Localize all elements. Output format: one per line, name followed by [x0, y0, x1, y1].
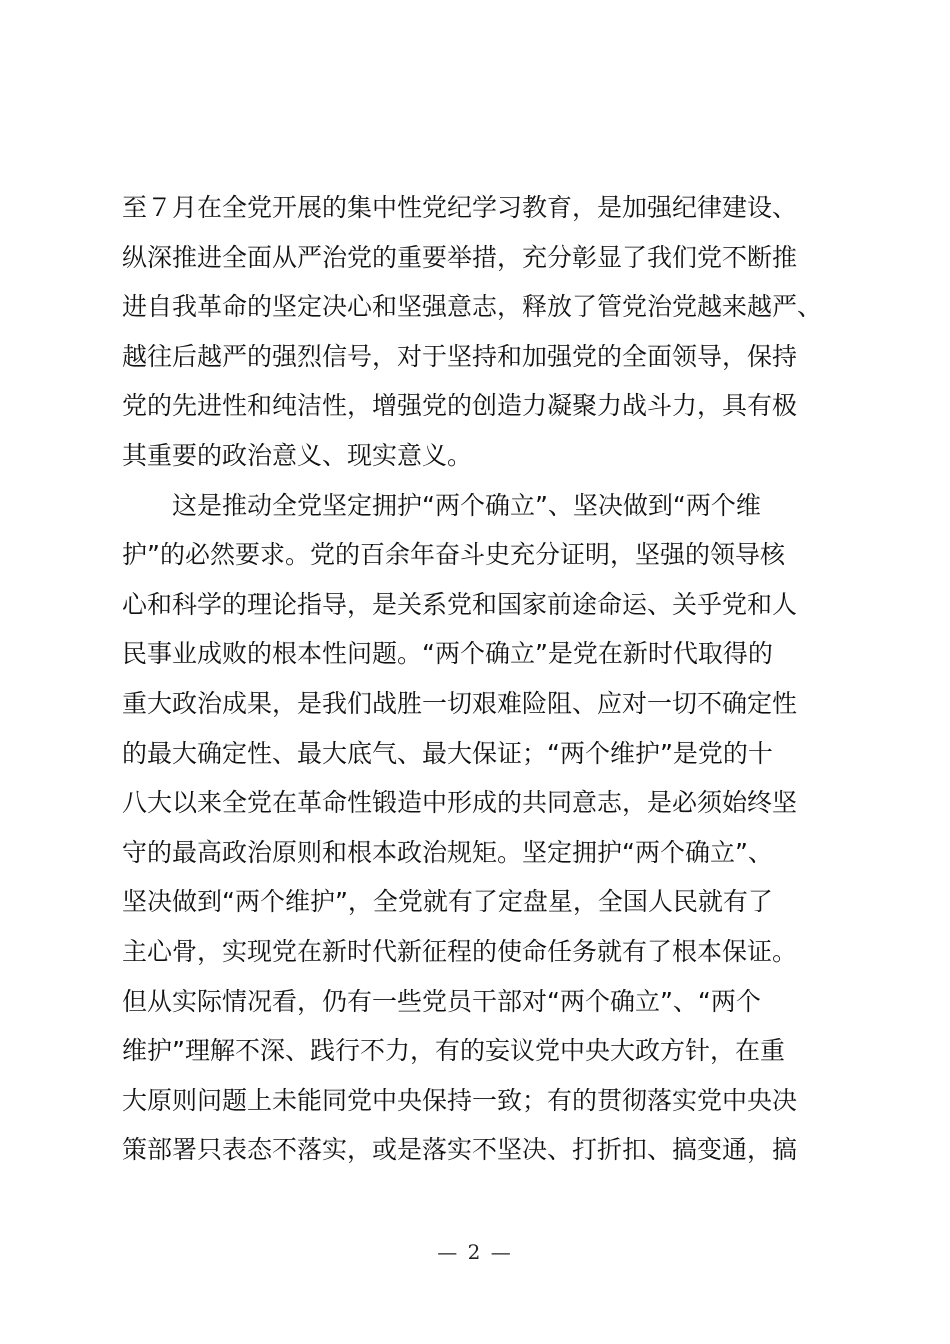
- text-line: 八大以来全党在革命性锻造中形成的共同意志，是必须始终坚: [122, 788, 798, 818]
- text-line: 民事业成败的根本性问题。“两个确立”是党在新时代取得的: [122, 639, 773, 669]
- text-line: 大原则问题上未能同党中央保持一致；有的贯彻落实党中央决: [122, 1085, 798, 1115]
- text-line: 护”的必然要求。党的百余年奋斗史充分证明，坚强的领导核: [122, 540, 785, 570]
- page-number: — 2 —: [437, 1240, 513, 1264]
- text-line: 心和科学的理论指导，是关系党和国家前途命运、关乎党和人: [122, 589, 798, 619]
- text-line: 这是推动全党坚定拥护“两个确立”、坚决做到“两个维: [122, 490, 761, 520]
- text-line: 其重要的政治意义、现实意义。: [122, 440, 473, 470]
- text-line: 策部署只表态不落实，或是落实不坚决、打折扣、搞变通，搞: [122, 1135, 798, 1165]
- text-line: 进自我革命的坚定决心和坚强意志，释放了管党治党越来越严、: [122, 292, 823, 322]
- text-line: 纵深推进全面从严治党的重要举措，充分彰显了我们党不断推: [122, 242, 798, 272]
- text-line: 坚决做到“两个维护”，全党就有了定盘星，全国人民就有了: [122, 887, 773, 917]
- text-line: 党的先进性和纯洁性，增强党的创造力凝聚力战斗力，具有极: [122, 391, 798, 421]
- text-line: 越往后越严的强烈信号，对于坚持和加强党的全面领导，保持: [122, 341, 798, 371]
- text-line: 但从实际情况看，仍有一些党员干部对“两个确立”、“两个: [122, 986, 761, 1016]
- text-line: 守的最高政治原则和根本政治规矩。坚定拥护“两个确立”、: [122, 837, 773, 867]
- text-line: 的最大确定性、最大底气、最大保证；“两个维护”是党的十: [122, 738, 773, 768]
- text-line: 主心骨，实现党在新时代新征程的使命任务就有了根本保证。: [122, 936, 798, 966]
- text-line: 至７月在全党开展的集中性党纪学习教育，是加强纪律建设、: [122, 193, 798, 222]
- body-text: [122, 183, 822, 1175]
- text-line: 维护”理解不深、践行不力，有的妄议党中央大政方针，在重: [122, 1036, 785, 1066]
- text-line: 重大政治成果，是我们战胜一切艰难险阻、应对一切不确定性: [122, 688, 798, 718]
